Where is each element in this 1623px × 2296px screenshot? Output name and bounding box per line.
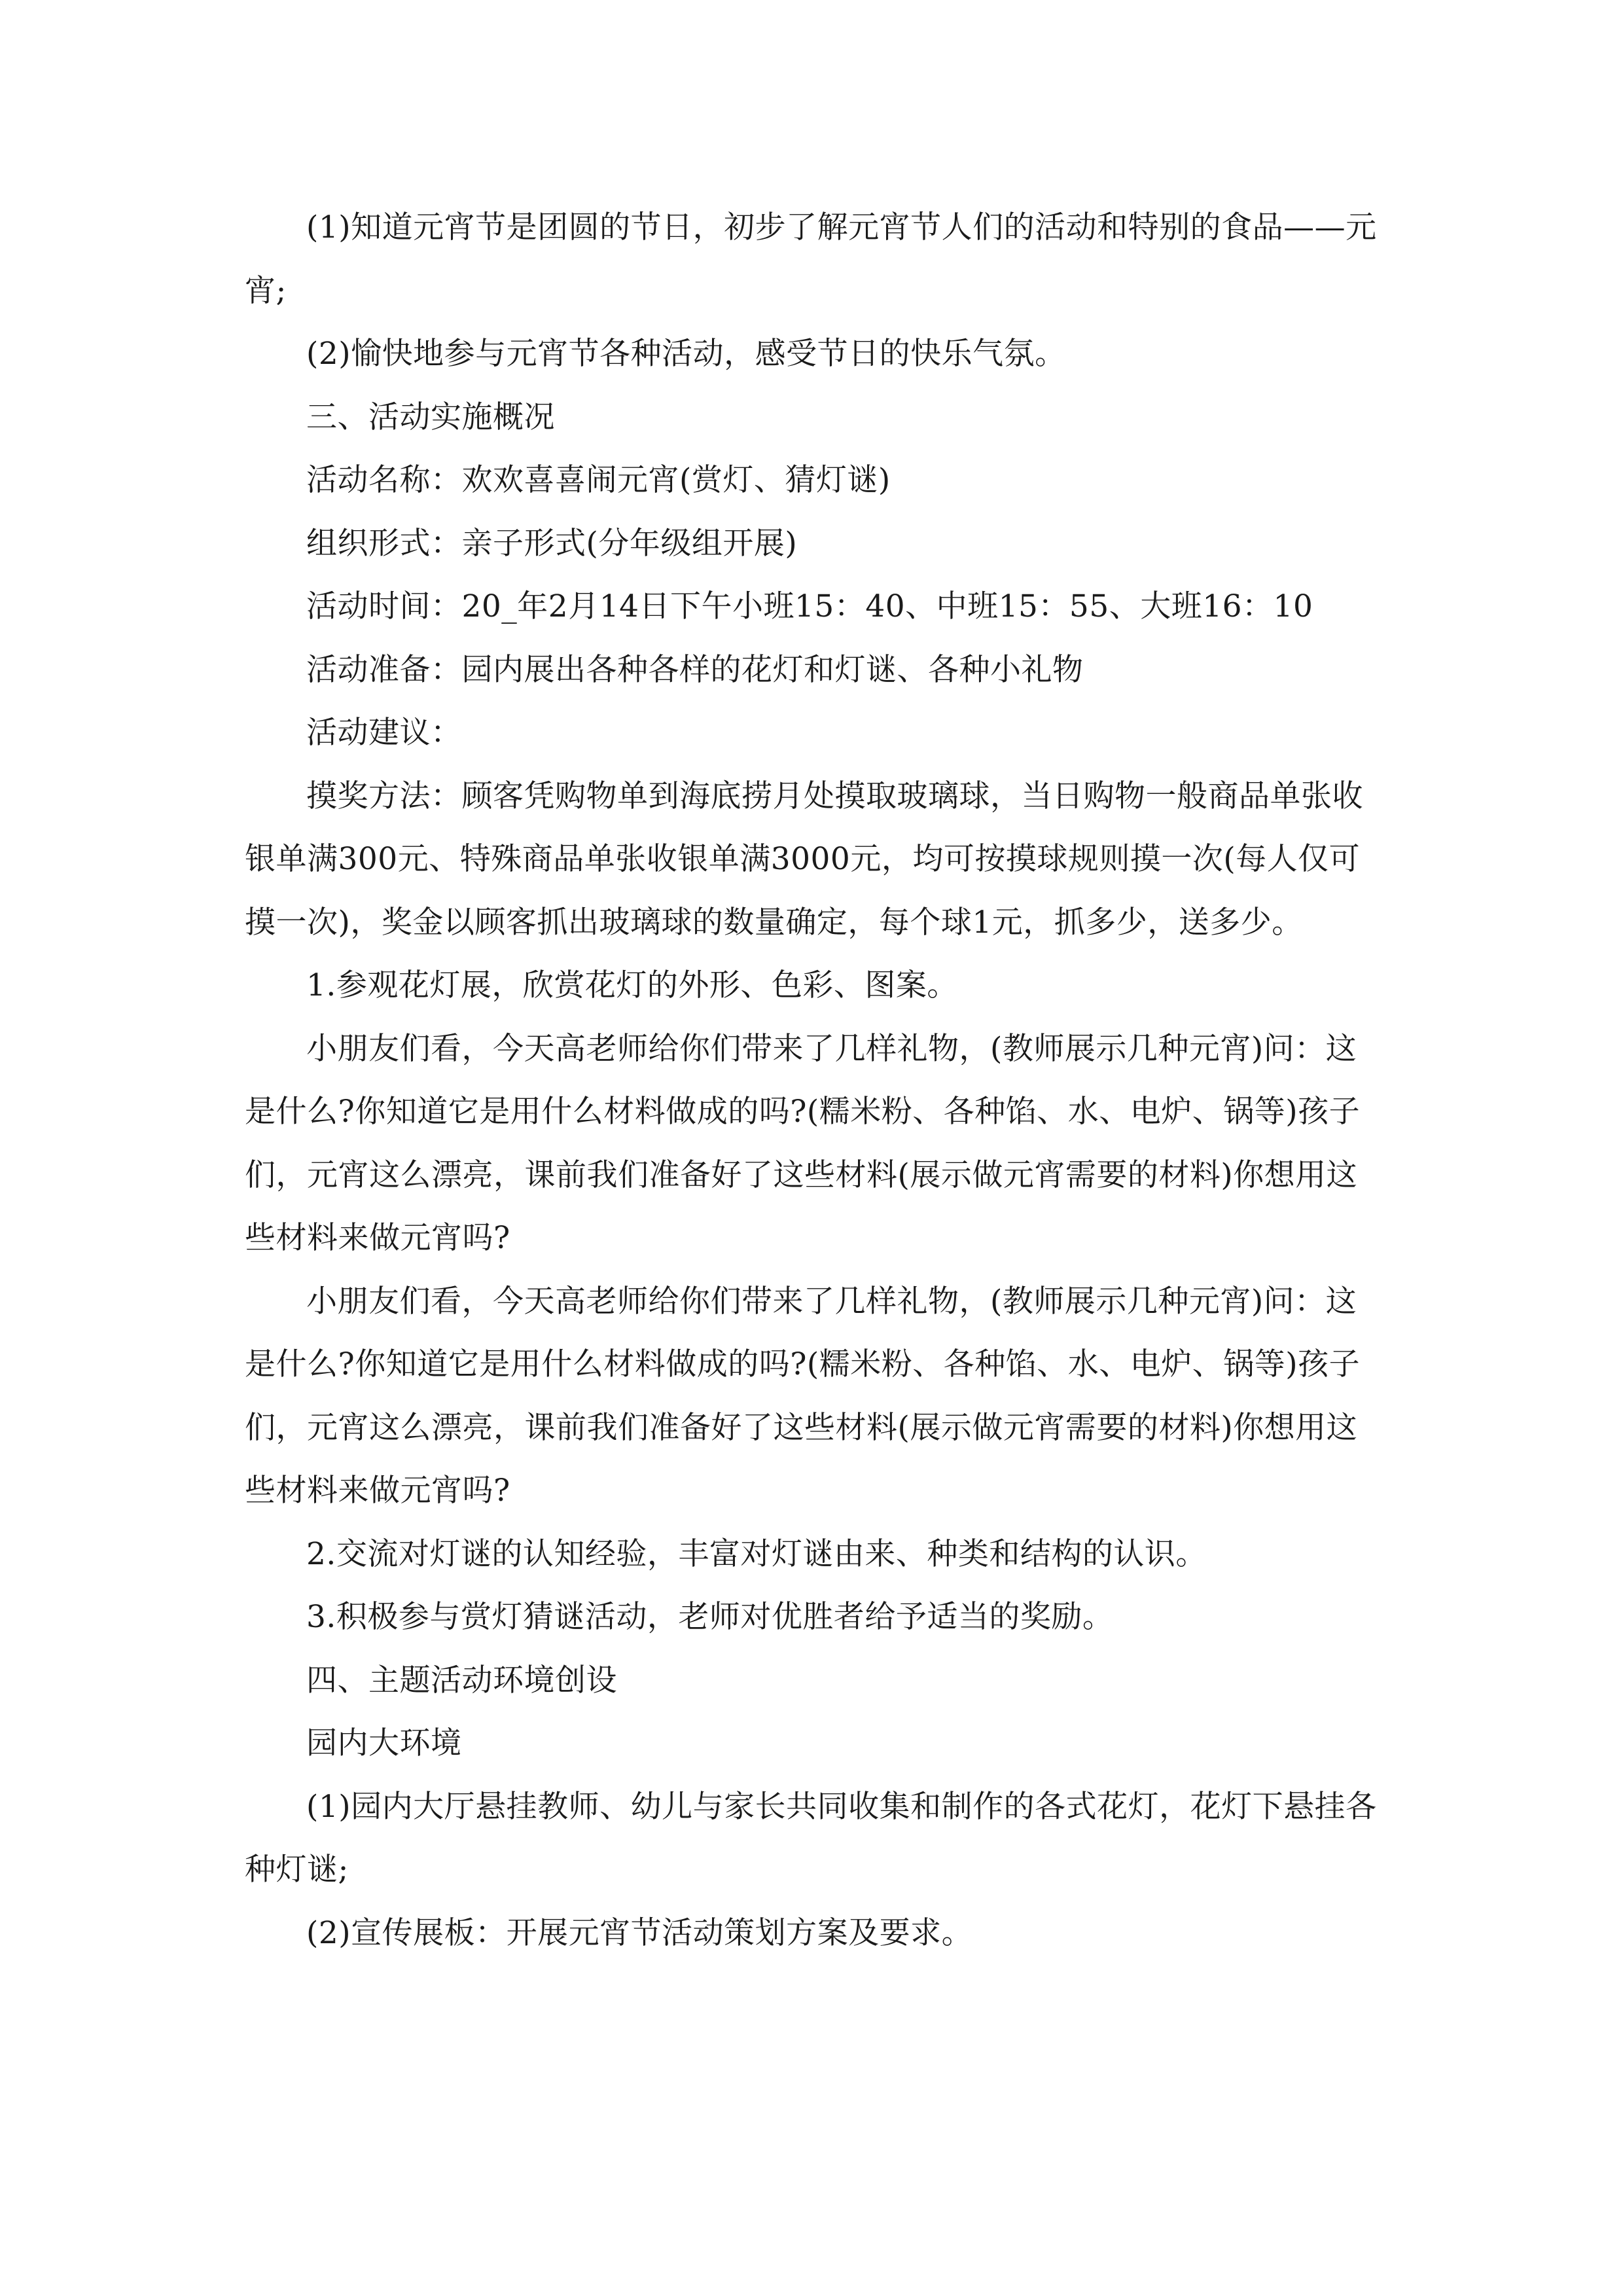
paragraph-organization: 组织形式：亲子形式(分年级组开展)	[306, 525, 798, 562]
paragraph-goal-2: (2)愉快地参与元宵节各种活动，感受节日的快乐气氛。	[306, 336, 1066, 372]
paragraph-step-1: 1.参观花灯展，欣赏花灯的外形、色彩、图案。	[306, 967, 958, 1003]
paragraph-teacher-dialogue-2: 小朋友们看，今天高老师给你们带来了几样礼物，(教师展示几种元宵)问：这是什么?你知道它是用什么材料做成的吗?(糯米粉、各种馅、水、电炉、锅等)孩子们，元宵这么漂亮，课前我们准备好了这些材料(展示做元宵需要的材料)你想用这些材料来做元宵吗?	[245, 1283, 1361, 1509]
paragraph-lottery-method: 摸奖方法：顾客凭购物单到海底捞月处摸取玻璃球，当日购物一般商品单张收银单满300元、特殊商品单张收银单满3000元，均可按摸球规则摸一次(每人仅可摸一次)，奖金以顾客抓出玻璃球的数量确定，每个球1元，抓多少，送多少。	[245, 778, 1363, 941]
paragraph-environment-title: 园内大环境	[306, 1725, 462, 1761]
paragraph-step-3: 3.积极参与赏灯猜谜活动，老师对优胜者给予适当的奖励。	[306, 1599, 1114, 1635]
paragraph-step-2: 2.交流对灯谜的认知经验，丰富对灯谜由来、种类和结构的认识。	[306, 1535, 1207, 1572]
section-heading-overview: 三、活动实施概况	[306, 399, 555, 435]
paragraph-activity-name: 活动名称：欢欢喜喜闹元宵(赏灯、猜灯谜)	[306, 462, 891, 498]
document-body	[245, 196, 1381, 1965]
section-heading-environment: 四、主题活动环境创设	[306, 1662, 617, 1698]
paragraph-preparation: 活动准备：园内展出各种各样的花灯和灯谜、各种小礼物	[306, 651, 1084, 688]
paragraph-goal-1: (1)知道元宵节是团圆的节日，初步了解元宵节人们的活动和特别的食品——元宵;	[245, 209, 1377, 309]
paragraph-activity-time: 活动时间：20_年2月14日下午小班15：40、中班15：55、大班16：10	[306, 588, 1313, 624]
paragraph-environment-2: (2)宣传展板：开展元宵节活动策划方案及要求。	[306, 1914, 973, 1951]
paragraph-suggestions: 活动建议：	[306, 715, 462, 751]
paragraph-environment-1: (1)园内大厅悬挂教师、幼儿与家长共同收集和制作的各式花灯，花灯下悬挂各种灯谜;	[245, 1788, 1377, 1888]
paragraph-teacher-dialogue-1: 小朋友们看，今天高老师给你们带来了几样礼物，(教师展示几种元宵)问：这是什么?你知道它是用什么材料做成的吗?(糯米粉、各种馅、水、电炉、锅等)孩子们，元宵这么漂亮，课前我们准备好了这些材料(展示做元宵需要的材料)你想用这些材料来做元宵吗?	[245, 1030, 1361, 1256]
